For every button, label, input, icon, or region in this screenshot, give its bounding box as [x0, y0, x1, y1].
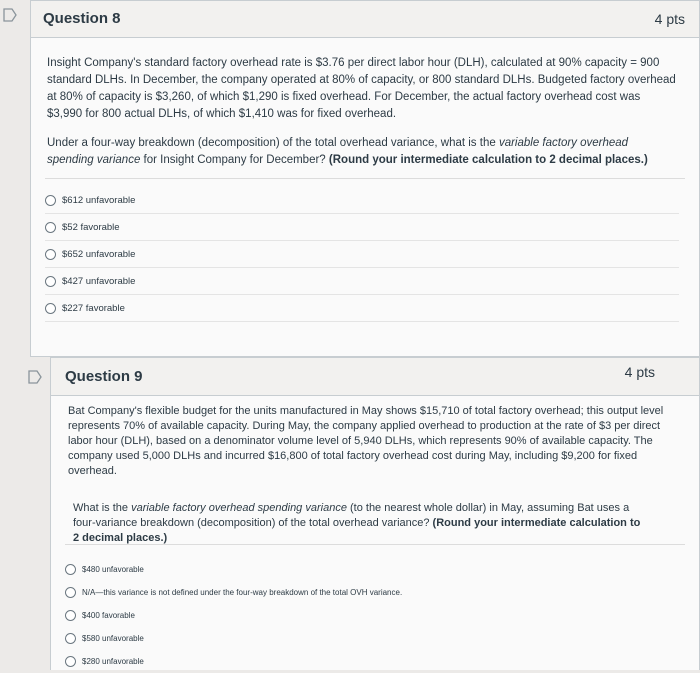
question-9-header	[51, 358, 699, 396]
answer-label: $52 favorable	[62, 221, 120, 233]
radio-icon[interactable]	[45, 276, 56, 287]
radio-icon[interactable]	[65, 610, 76, 621]
answer-label: $612 unfavorable	[62, 194, 136, 206]
radio-icon[interactable]	[45, 222, 56, 233]
radio-icon[interactable]	[65, 564, 76, 575]
prompt-rounding-note: (Round your intermediate calculation to 2 decimal places.)	[328, 154, 648, 166]
answer-label: $480 unfavorable	[82, 565, 144, 574]
question-title: Question 9	[65, 368, 143, 385]
answer-label: N/A—this variance is not defined under the four-way breakdown of the total OVH variance.	[82, 588, 403, 597]
divider	[45, 178, 685, 179]
prompt-text: (to the nearest whole dollar) in May, assuming Bat uses a four-variance breakdown (decomposition) of the total overhead variance?	[73, 502, 630, 529]
answer-option[interactable]	[65, 650, 679, 673]
answer-label: $280 unfavorable	[82, 657, 144, 666]
radio-icon[interactable]	[65, 587, 76, 598]
prompt-emphasis: variable factory overhead spending variance	[47, 137, 629, 166]
question-8-answers	[45, 187, 679, 322]
answer-option[interactable]	[45, 268, 679, 295]
answer-option[interactable]	[45, 295, 679, 322]
radio-icon[interactable]	[65, 656, 76, 667]
answer-label: $400 favorable	[82, 611, 135, 620]
prompt-text: for Insight Company for December?	[140, 154, 329, 166]
radio-icon[interactable]	[65, 633, 76, 644]
prompt-emphasis: variable factory overhead spending variance	[131, 502, 347, 514]
answer-label: $427 unfavorable	[62, 275, 136, 287]
answer-option[interactable]	[65, 627, 679, 650]
question-9-card	[50, 357, 700, 670]
question-points: 4 pts	[654, 11, 685, 27]
prompt-text: Under a four-way breakdown (decomposition) of the total overhead variance, what is the	[47, 137, 499, 149]
question-title: Question 8	[43, 10, 121, 27]
question-8-prompt	[47, 135, 677, 169]
question-points: 4 pts	[624, 364, 655, 380]
radio-icon[interactable]	[45, 303, 56, 314]
question-8-scenario: Insight Company's standard factory overhead rate is $3.76 per direct labor hour (DLH), calculated at 90% capacity = 900 standard DLHs. In December, the company operated at 80% of capacity, or 800 standard DLHs. Budgeted factory overhead at 80% of capacity is $3,260, of which $1,290 is fixed overhead. For December, the actual factory overhead cost was $3,990 for 800 actual DLHs, of which $1,410 was for fixed overhead.	[47, 57, 676, 120]
radio-icon[interactable]	[45, 249, 56, 260]
prompt-text: What is the	[73, 502, 132, 514]
flag-question-icon[interactable]	[2, 8, 18, 22]
question-9-prompt	[73, 501, 643, 546]
answer-option[interactable]	[65, 604, 679, 627]
answer-option[interactable]	[45, 187, 679, 214]
answer-label: $580 unfavorable	[82, 634, 144, 643]
radio-icon[interactable]	[45, 195, 56, 206]
answer-option[interactable]	[65, 581, 679, 604]
question-8-header	[31, 1, 699, 38]
answer-option[interactable]	[45, 214, 679, 241]
answer-label: $227 favorable	[62, 302, 125, 314]
answer-option[interactable]	[65, 558, 679, 581]
question-9-scenario: Bat Company's flexible budget for the units manufactured in May shows $15,710 of total factory overhead; this output level represents 70% of available capacity. During May, the company applied overhead to production at the rate of $3 per direct labor hour (DLH), based on a denominator volume level of 5,940 DLHs, which represents 90% of available capacity. The company used 5,000 DLHs and incurred $16,800 of total factory overhead cost during May, including $9,200 for fixed overhead.	[68, 405, 664, 477]
question-9-answers	[65, 558, 679, 673]
prompt-rounding-note: (Round your intermediate calculation to 2 decimal places.)	[73, 517, 641, 544]
flag-question-icon[interactable]	[27, 370, 43, 384]
divider	[65, 544, 685, 545]
question-8-card	[30, 0, 700, 357]
answer-label: $652 unfavorable	[62, 248, 136, 260]
answer-option[interactable]	[45, 241, 679, 268]
